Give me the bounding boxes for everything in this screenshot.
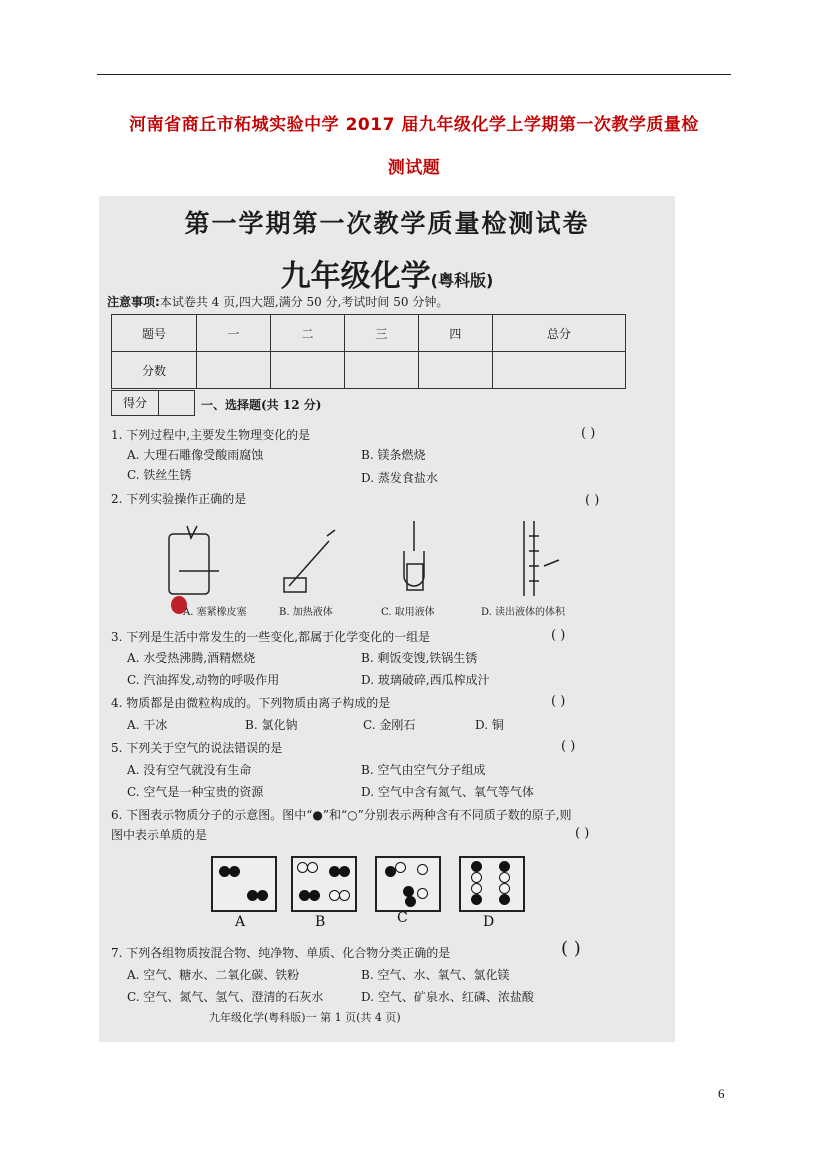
notice-label: 注意事项:	[107, 295, 160, 309]
question-1-stem: 1. 下列过程中,主要发生物理变化的是	[111, 428, 311, 442]
option-a: A. 水受热沸腾,酒精燃烧	[127, 651, 256, 665]
option-b: B. 氯化钠	[245, 718, 298, 732]
table-cell: 四	[418, 315, 492, 352]
option-a: A. 大理石雕像受酸雨腐蚀	[127, 448, 264, 462]
molecule-box-b	[291, 856, 357, 912]
table-cell	[492, 352, 625, 389]
table-cell	[197, 352, 271, 389]
table-cell	[418, 352, 492, 389]
option-a: A. 没有空气就没有生命	[127, 763, 252, 777]
option-d: D. 铜	[475, 718, 504, 732]
figure-caption-c: C. 取用液体	[381, 607, 435, 618]
option-c: C. 空气、氮气、氢气、澄清的石灰水	[127, 990, 324, 1004]
document-title-line1: 河南省商丘市柘城实验中学 2017 届九年级化学上学期第一次教学质量检	[129, 115, 699, 135]
exam-page-footer: 九年级化学(粤科版)一 第 1 页(共 4 页)	[209, 1011, 401, 1024]
exam-photo	[99, 196, 675, 1042]
answer-paren: ( )	[551, 628, 566, 643]
answer-paren: ( )	[561, 938, 581, 959]
document-title-line2: 测试题	[387, 158, 441, 178]
molecule-label-c: C	[397, 910, 408, 926]
lab-apparatus-figures	[149, 516, 629, 601]
option-b: B. 镁条燃烧	[361, 448, 426, 462]
question-2-stem: 2. 下列实验操作正确的是	[111, 492, 247, 506]
defen-box	[111, 390, 195, 416]
option-c: C. 铁丝生锈	[127, 468, 192, 482]
question-3-stem: 3. 下列是生活中常发生的一些变化,都属于化学变化的一组是	[111, 630, 431, 644]
table-cell: 三	[344, 315, 418, 352]
score-table	[111, 314, 626, 389]
option-c: C. 空气是一种宝贵的资源	[127, 785, 264, 799]
option-d: D. 蒸发食盐水	[361, 471, 438, 485]
table-cell	[270, 352, 344, 389]
answer-paren: ( )	[561, 739, 576, 754]
page-number: 6	[718, 1086, 725, 1101]
table-cell: 二	[270, 315, 344, 352]
notice-text: 本试卷共 4 页,四大题,满分 50 分,考试时间 50 分钟。	[159, 295, 449, 309]
question-5-stem: 5. 下列关于空气的说法错误的是	[111, 741, 283, 755]
edition-text: (粤科版)	[430, 271, 494, 290]
option-b: B. 剩饭变馊,铁锅生锈	[361, 651, 478, 665]
question-6-stem: 6. 下图表示物质分子的示意图。图中“●”和“○”分别表示两种含有不同质子数的原子,则	[111, 808, 572, 822]
molecule-label-a: A	[235, 914, 246, 930]
exam-subtitle	[99, 251, 675, 295]
option-a: A. 干冰	[127, 718, 168, 732]
section-title: 一、选择题(共 12 分)	[201, 398, 322, 412]
option-d: D. 空气中含有氮气、氧气等气体	[361, 785, 534, 799]
subtitle-text: 九年级化学	[280, 259, 431, 294]
table-row	[112, 315, 626, 352]
answer-paren: ( )	[575, 826, 590, 841]
answer-paren: ( )	[581, 426, 596, 441]
molecule-label-b: B	[315, 914, 326, 930]
defen-label: 得分	[112, 391, 159, 415]
question-4-stem: 4. 物质都是由微粒构成的。下列物质由离子构成的是	[111, 696, 391, 710]
molecule-box-d	[459, 856, 525, 912]
option-d: D. 空气、矿泉水、红磷、浓盐酸	[361, 990, 534, 1004]
molecule-box-c	[375, 856, 441, 912]
table-cell: 分数	[112, 352, 197, 389]
question-7-stem: 7. 下列各组物质按混合物、纯净物、单质、化合物分类正确的是	[111, 946, 451, 960]
option-b: B. 空气、水、氧气、氯化镁	[361, 968, 510, 982]
table-cell: 一	[197, 315, 271, 352]
molecule-label-d: D	[483, 914, 495, 930]
exam-title: 第一学期第一次教学质量检测试卷	[184, 209, 590, 238]
option-a: A. 空气、糖水、二氧化碳、铁粉	[127, 968, 300, 982]
table-cell: 总分	[492, 315, 625, 352]
option-b: B. 空气由空气分子组成	[361, 763, 486, 777]
question-6-stem-cont: 图中表示单质的是	[111, 828, 208, 842]
option-c: C. 汽油挥发,动物的呼吸作用	[127, 673, 280, 687]
exam-notice	[107, 293, 448, 310]
option-d: D. 玻璃破碎,西瓜榨成汁	[361, 673, 490, 687]
molecule-box-a	[211, 856, 277, 912]
table-row	[112, 352, 626, 389]
answer-paren: ( )	[551, 694, 566, 709]
figure-caption-a: A. 塞紧橡皮塞	[183, 607, 247, 618]
top-rule	[97, 74, 731, 75]
answer-paren: ( )	[585, 493, 600, 508]
option-c: C. 金刚石	[363, 718, 416, 732]
table-cell: 题号	[112, 315, 197, 352]
figure-caption-b: B. 加热液体	[279, 607, 333, 618]
table-cell	[344, 352, 418, 389]
figure-caption-d: D. 读出液体的体积	[481, 607, 566, 618]
